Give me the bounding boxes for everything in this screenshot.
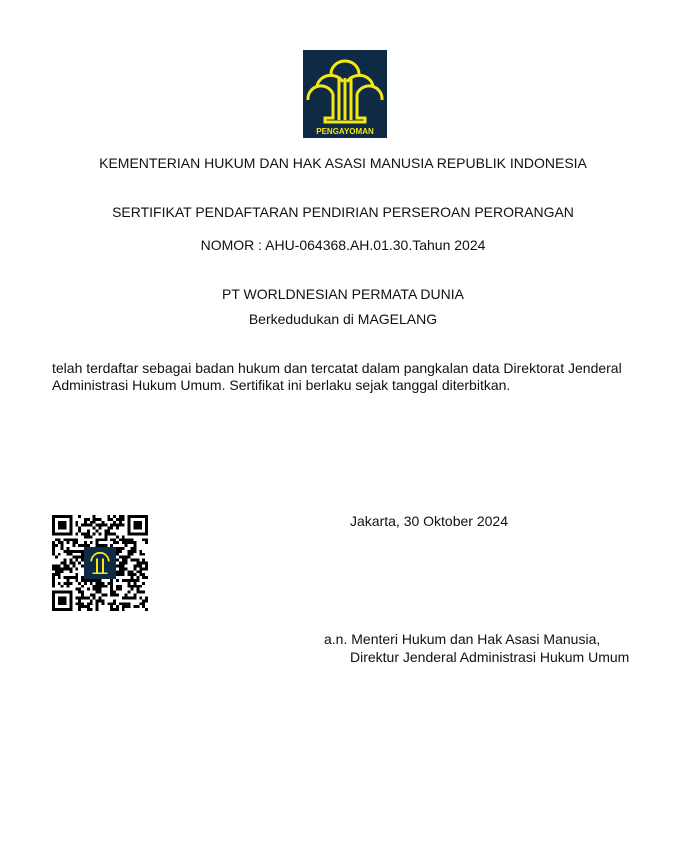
place-date: Jakarta, 30 Oktober 2024 [350, 513, 508, 529]
ministry-name: KEMENTERIAN HUKUM DAN HAK ASASI MANUSIA REPUBLIK INDONESIA [99, 155, 587, 171]
signatory-line-1: a.n. Menteri Hukum dan Hak Asasi Manusia, [324, 631, 601, 647]
body-text-line-2: Administrasi Hukum Umum. Sertifikat ini berlaku sejak tanggal diterbitkan. [52, 377, 511, 393]
ministry-logo [303, 50, 387, 138]
signatory-line-2: Direktur Jenderal Administrasi Hukum Umum [350, 649, 630, 665]
certificate-number: NOMOR : AHU-064368.AH.01.30.Tahun 2024 [200, 237, 486, 253]
body-text-line-1: telah terdaftar sebagai badan hukum dan tercatat dalam pangkalan data Direktorat Jenderal [52, 360, 622, 376]
company-name: PT WORLDNESIAN PERMATA DUNIA [222, 286, 464, 302]
company-domicile: Berkedudukan di MAGELANG [248, 311, 438, 327]
certificate-title: SERTIFIKAT PENDAFTARAN PENDIRIAN PERSEROAN PERORANGAN [112, 204, 574, 220]
qr-code [52, 515, 148, 611]
svg-text:PENGAYOMAN: PENGAYOMAN [316, 127, 374, 136]
